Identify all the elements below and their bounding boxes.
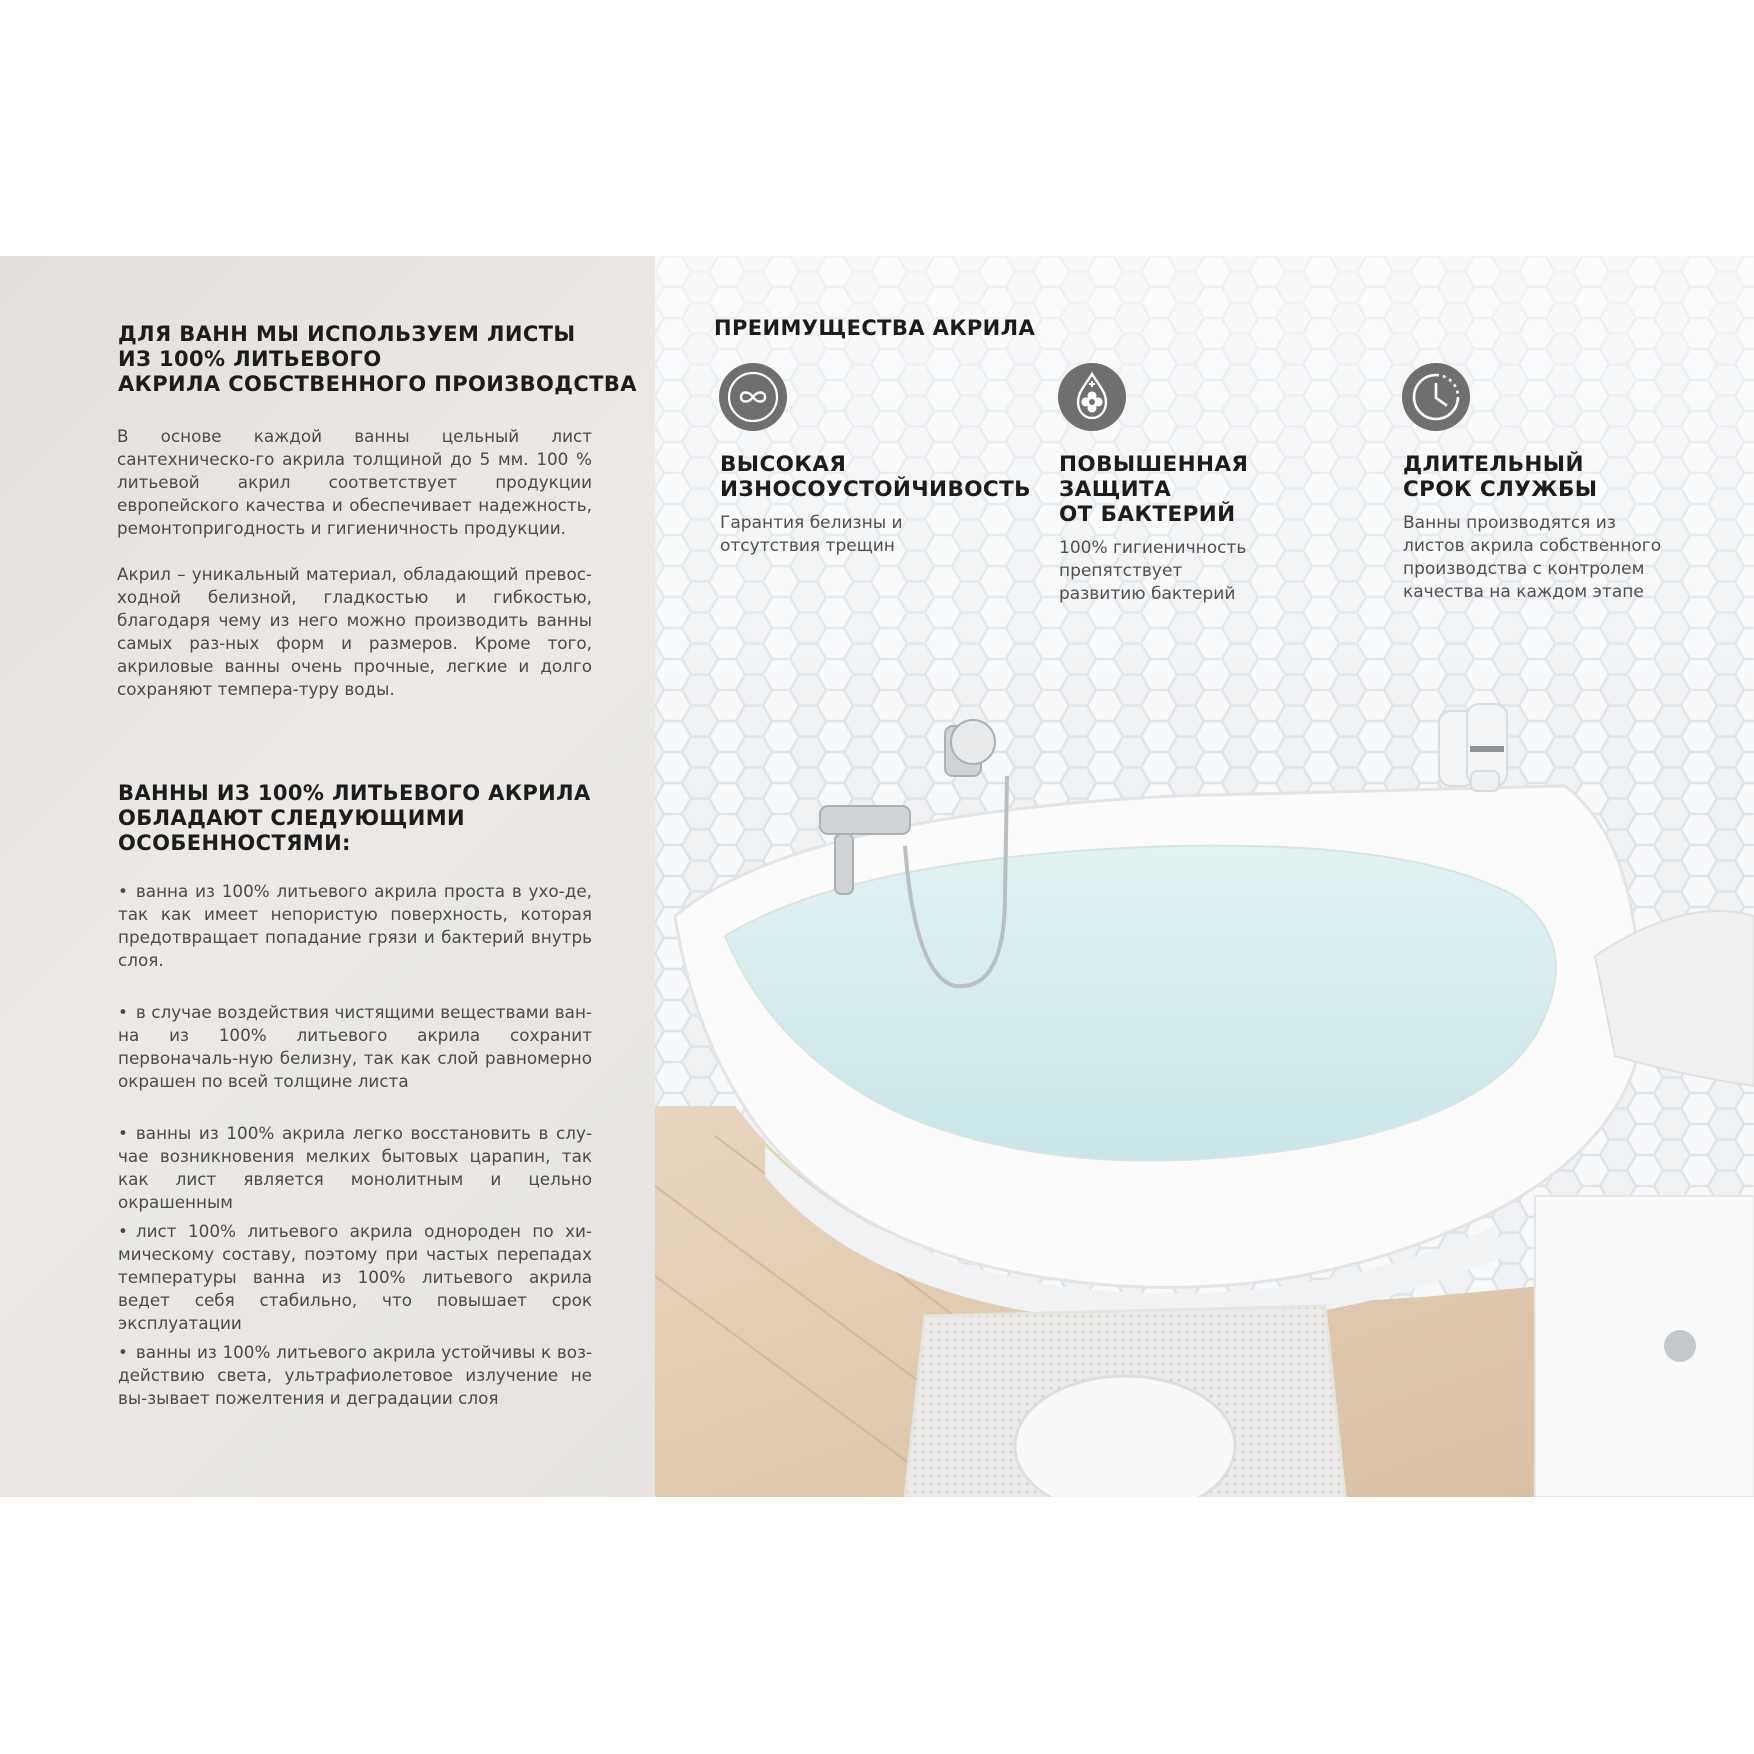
advantage-title — [1403, 452, 1701, 502]
drop-cross-icon — [1057, 362, 1127, 432]
advantages-title: ПРЕИМУЩЕСТВА АКРИЛА — [714, 316, 1036, 340]
advantage-description-line: 100% гигиеничность препятствует — [1059, 538, 1247, 581]
advantage-title-line: ВЫСОКАЯ — [720, 452, 847, 477]
bullet-text: ванны из 100% акрила легко восстановить в слу-чае возникновения мелких бытовых царапин, так как лист является монолитным и цельно окрашенным — [118, 1123, 592, 1212]
advantage-title-line: ОТ БАКТЕРИЙ — [1059, 502, 1236, 527]
features-heading-line: ОБЛАДАЮТ СЛЕДУЮЩИМИ — [118, 806, 466, 830]
advantage-title — [720, 452, 1031, 502]
features-heading-line: ВАННЫ ИЗ 100% ЛИТЬЕВОГО АКРИЛА — [118, 781, 591, 805]
advantage-description — [1403, 512, 1701, 604]
bullet-mark: • — [118, 1342, 128, 1362]
advantage-description — [1059, 537, 1357, 606]
feature-bullet — [118, 880, 592, 972]
feature-bullet — [118, 1220, 592, 1335]
advantage-wear-resistance — [718, 362, 1031, 558]
main-heading-line: ДЛЯ ВАНН МЫ ИСПОЛЬЗУЕМ ЛИСТЫ — [118, 322, 576, 346]
intro-paragraph: В основе каждой ванны цельный лист сантехническо-го акрила толщиной до 5 мм. 100 % литьевой акрил соответствует продукции европейского качества и обеспечивает надежность, ремонтопригодность и гигиеничность продукции. — [117, 426, 592, 538]
main-heading-line: АКРИЛА СОБСТВЕННОГО ПРОИЗВОДСТВА — [118, 372, 637, 396]
infinity-icon — [718, 362, 788, 432]
bullet-mark: • — [118, 881, 128, 901]
advantage-bacteria-protection — [1057, 362, 1357, 606]
advantage-description-line: отсутствия трещин — [720, 536, 895, 556]
bullet-mark: • — [118, 1002, 128, 1022]
clock-icon — [1401, 362, 1471, 432]
advantage-description — [720, 512, 1018, 558]
bullet-text: ванны из 100% литьевого акрила устойчивы к воз-действию света, ультрафиолетовое излучение не вы-зывает пожелтения и деградации слоя — [118, 1342, 592, 1408]
advantage-description-line: качества на каждом этапе — [1403, 582, 1644, 602]
feature-bullet — [118, 1122, 592, 1214]
advantage-title-line: ПОВЫШЕННАЯ ЗАЩИТА — [1059, 452, 1249, 502]
bullet-text: в случае воздействия чистящими веществами ван-на из 100% литьевого акрила сохранит первоначаль-ную белизну, так как слой равномерно окрашен по всей толщине листа — [118, 1002, 592, 1091]
advantage-description-line: Гарантия белизны и — [720, 513, 903, 533]
bullet-mark: • — [118, 1221, 128, 1241]
feature-bullet — [118, 1341, 592, 1410]
bullet-text: ванна из 100% литьевого акрила проста в ухо-де, так как имеет непористую поверхность, которая предотвращает попадание грязи и бактерий внутрь слоя. — [118, 881, 592, 970]
main-heading — [118, 322, 638, 397]
advantage-title-line: ИЗНОСОУСТОЙЧИВОСТЬ — [720, 477, 1031, 502]
features-heading-line: ОСОБЕННОСТЯМИ: — [118, 831, 351, 855]
advantage-title-line: СРОК СЛУЖБЫ — [1403, 477, 1598, 502]
advantage-title-line: ДЛИТЕЛЬНЫЙ — [1403, 452, 1584, 477]
advantage-description-line: развитию бактерий — [1059, 584, 1236, 604]
advantage-long-service — [1401, 362, 1701, 604]
advantage-title — [1059, 452, 1357, 527]
feature-bullet — [118, 1001, 592, 1093]
advantage-description-line: листов акрила собственного — [1403, 536, 1662, 556]
main-heading-line: ИЗ 100% ЛИТЬЕВОГО — [118, 347, 382, 371]
advantage-description-line: Ванны производятся из — [1403, 513, 1616, 533]
advantage-description-line: производства с контролем — [1403, 559, 1645, 579]
acrylic-paragraph: Акрил – уникальный материал, обладающий превос-ходной белизной, гладкостью и гибкостью, благодаря чему из него можно производить ванны самых раз-ных форм и размеров. Кроме того, акриловые ванны очень прочные, легкие и долго сохраняют темпера-туру воды. — [117, 564, 592, 699]
bullet-text: лист 100% литьевого акрила однороден по хи-мическому составу, поэтому при частых перепадах температуры ванна из 100% литьевого акрила ведет себя стабильно, что повышает срок эксплуатации — [118, 1221, 592, 1333]
bullet-mark: • — [118, 1123, 128, 1143]
features-heading — [118, 781, 638, 856]
